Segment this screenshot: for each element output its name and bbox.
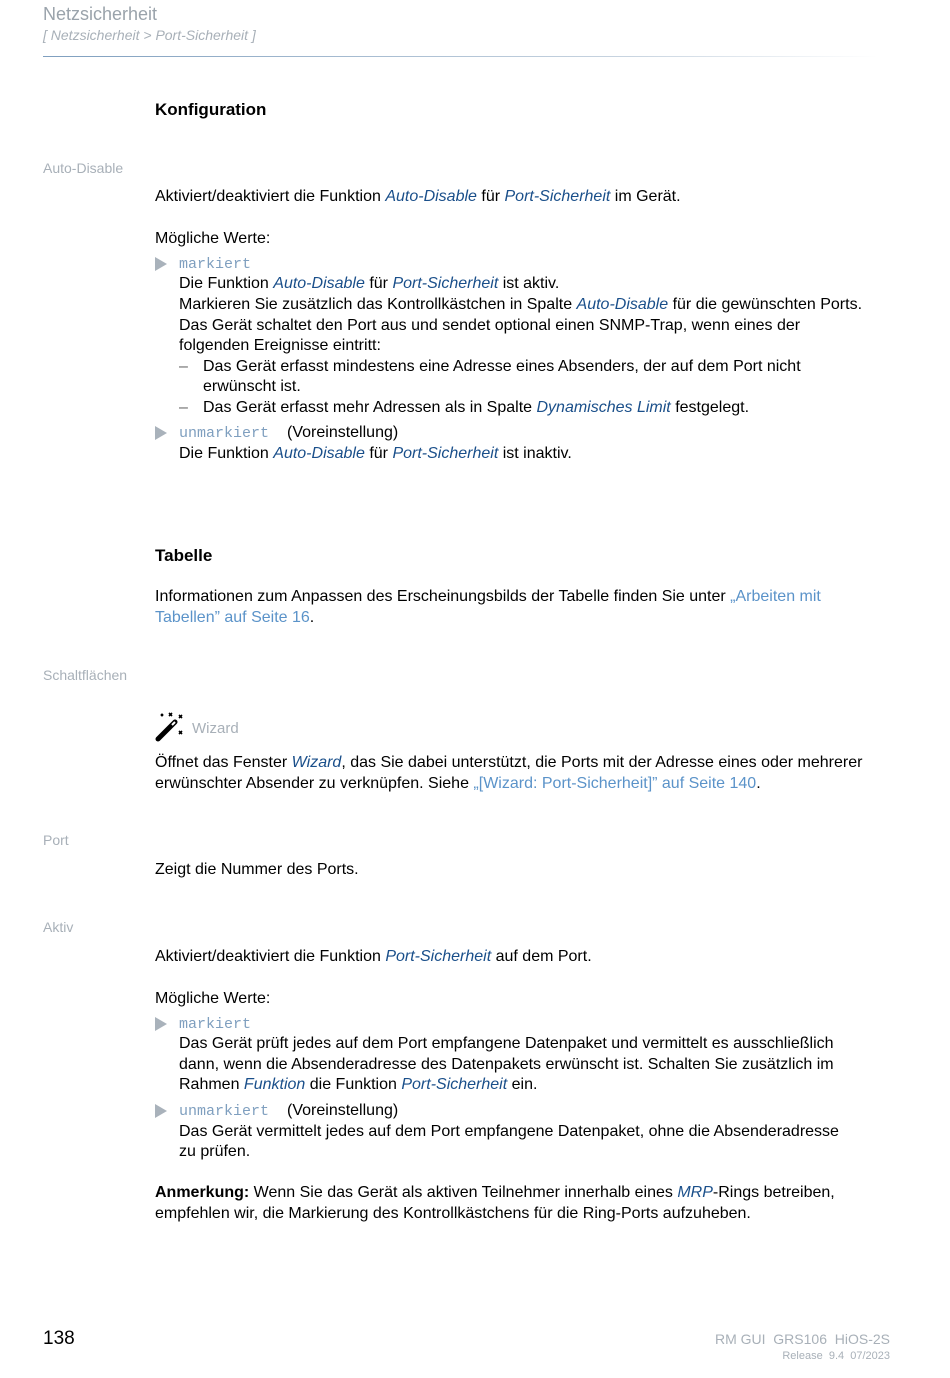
side-label-schaltflaechen: Schaltflächen <box>43 667 128 683</box>
port-description: Zeigt die Nummer des Ports. <box>155 861 359 878</box>
footer-release: Release 9.4 07/2023 <box>782 1350 890 1362</box>
table-info: Informationen zum Anpassen des Erscheinungsbilds der Tabelle finden Sie unter „Arbeiten mit <box>155 588 821 605</box>
checked-line: Das Gerät prüft jedes auf dem Port empfangene Datenpaket und vermittelt es ausschließlich <box>179 1035 834 1052</box>
wizard-description: erwünschter Absender zu verknüpfen. Siehe „[Wizard: Port-Sicherheit]” auf Seite 140. <box>155 775 761 792</box>
side-label-auto-disable: Auto-Disable <box>43 160 124 176</box>
checked-line: Markieren Sie zusätzlich das Kontrollkästchen in Spalte Auto-Disable für die gewünschten Ports. <box>179 296 863 313</box>
page-number: 138 <box>43 1328 75 1349</box>
footer-product: RM GUI GRS106 HiOS-2S <box>714 1331 890 1347</box>
bullet-triangle-icon <box>155 426 167 440</box>
link-wizard-port-sicherheit[interactable]: „[Wizard: Port-Sicherheit]” auf Seite 140 <box>473 775 757 792</box>
wizard-button-label[interactable]: Wizard <box>192 720 239 737</box>
value-unchecked: unmarkiert (Voreinstellung) <box>179 424 399 442</box>
checked-line: Das Gerät schaltet den Port aus und sendet optional einen SNMP-Trap, wenn eines der <box>179 317 801 334</box>
checked-line: dann, wenn die Absenderadresse des Datenpakets erwünscht ist. Schalten Sie zusätzlich im <box>179 1056 834 1073</box>
bullet-triangle-icon <box>155 1104 167 1118</box>
value-checked: markiert <box>179 1016 252 1033</box>
checked-line: folgenden Ereignisse eintritt: <box>179 337 381 354</box>
side-label-port: Port <box>43 832 69 848</box>
header-divider <box>43 56 878 57</box>
unchecked-line: Das Gerät vermittelt jedes auf dem Port empfangene Datenpaket, ohne die Absenderadresse <box>179 1123 839 1140</box>
event-item: Das Gerät erfasst mehr Adressen als in Spalte Dynamisches Limit festgelegt. <box>203 399 750 416</box>
wizard-wand-icon[interactable] <box>155 712 185 742</box>
checked-line: Rahmen Funktion die Funktion Port-Sicherheit ein. <box>179 1076 538 1093</box>
side-label-aktiv: Aktiv <box>43 919 74 935</box>
unchecked-line: Die Funktion Auto-Disable für Port-Sicherheit ist inaktiv. <box>179 445 572 462</box>
dash-bullet: – <box>179 358 188 375</box>
possible-values-label: Mögliche Werte: <box>155 230 271 247</box>
bullet-triangle-icon <box>155 257 167 271</box>
bullet-triangle-icon <box>155 1017 167 1031</box>
auto-disable-description: Aktiviert/deaktiviert die Funktion Auto-Disable für Port-Sicherheit im Gerät. <box>155 188 681 205</box>
unchecked-line: zu prüfen. <box>179 1143 251 1160</box>
event-item: erwünscht ist. <box>203 378 301 395</box>
section-heading-konfiguration: Konfiguration <box>155 100 267 119</box>
note: Anmerkung: Wenn Sie das Gerät als aktiven Teilnehmer innerhalb eines MRP-Rings betreiben, <box>155 1184 835 1201</box>
note: empfehlen wir, die Markierung des Kontrollkästchens für die Ring-Ports aufzuheben. <box>155 1205 751 1222</box>
link-arbeiten-mit-tabellen[interactable]: Tabellen” auf Seite 16 <box>155 609 310 626</box>
section-heading-tabelle: Tabelle <box>155 546 213 565</box>
link-arbeiten-mit-tabellen[interactable]: „Arbeiten mit <box>730 588 821 605</box>
aktiv-description: Aktiviert/deaktiviert die Funktion Port-Sicherheit auf dem Port. <box>155 948 592 965</box>
term-auto-disable: Auto-Disable <box>385 188 477 205</box>
breadcrumb: [ Netzsicherheit > Port-Sicherheit ] <box>43 27 256 43</box>
possible-values-label: Mögliche Werte: <box>155 990 271 1007</box>
value-unchecked: unmarkiert (Voreinstellung) <box>179 1102 399 1120</box>
value-checked: markiert <box>179 256 252 273</box>
wizard-description: Öffnet das Fenster Wizard, das Sie dabei unterstützt, die Ports mit der Adresse eines oder mehrerer <box>155 754 863 771</box>
dash-bullet: – <box>179 399 188 416</box>
running-header-title: Netzsicherheit <box>43 4 158 24</box>
term-port-sicherheit: Port-Sicherheit <box>504 188 611 205</box>
checked-line: Die Funktion Auto-Disable für Port-Sicherheit ist aktiv. <box>179 275 560 292</box>
event-item: Das Gerät erfasst mindestens eine Adresse eines Absenders, der auf dem Port nicht <box>203 358 801 375</box>
table-info: Tabellen” auf Seite 16. <box>155 609 315 626</box>
